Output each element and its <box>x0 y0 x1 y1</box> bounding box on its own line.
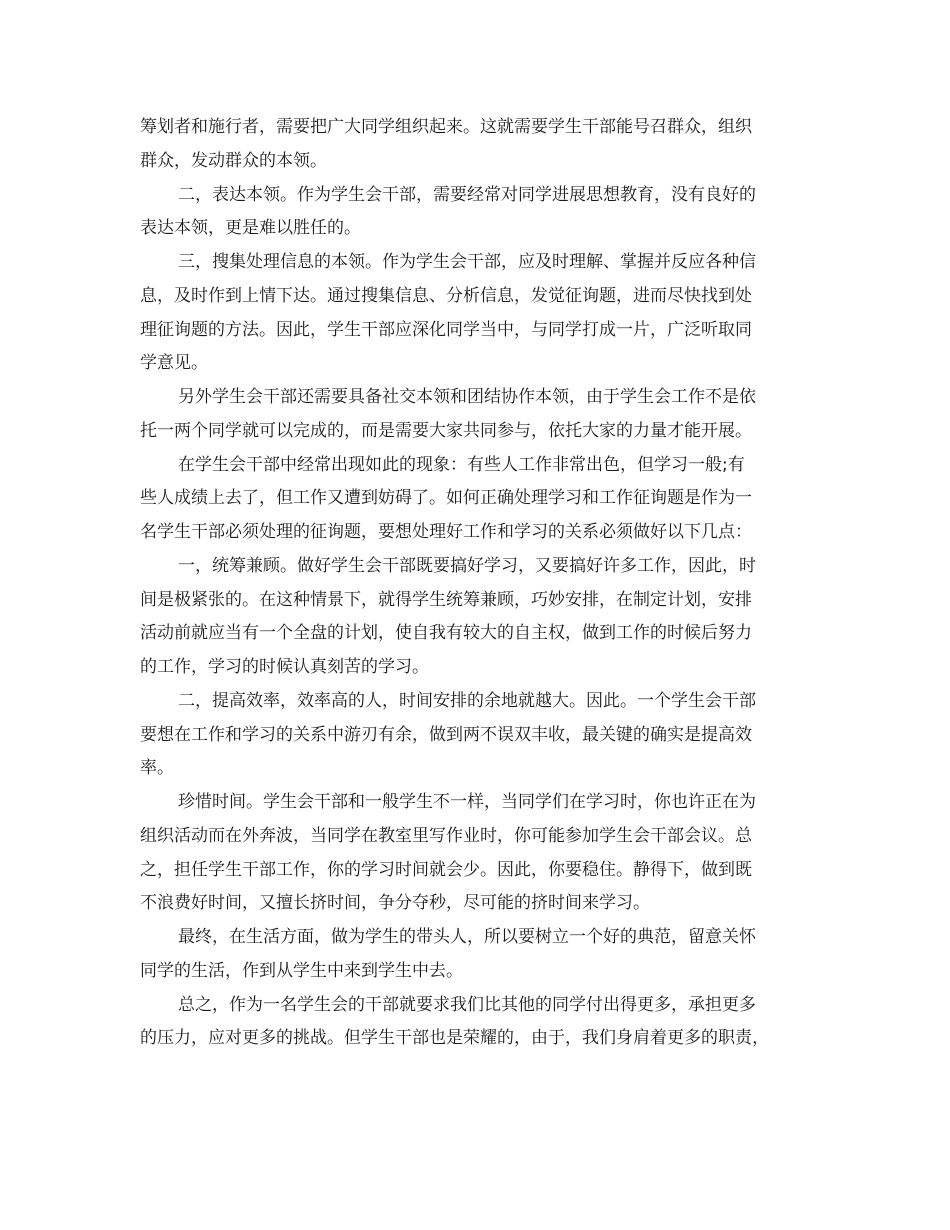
text-line: 名学生干部必须处理的征询题，要想处理好工作和学习的关系必须做好以下几点： <box>140 522 752 542</box>
text-line: 的工作，学习的时候认真刻苦的学习。 <box>140 657 429 677</box>
text-line: 同学的生活，作到从学生中来到学生中去。 <box>140 960 463 981</box>
text-line: 的压力，应对更多的挑战。但学生干部也是荣耀的，由于，我们身肩着更多的职责， <box>140 1028 769 1049</box>
document-body <box>140 111 822 1056</box>
text-line: 另外学生会干部还需要具备社交本领和团结协作本领，由于学生会工作不是依 <box>178 387 756 407</box>
text-line: 组织活动而在外奔波，当同学在教室里写作业时，你可能参加学生会干部会议。总 <box>140 825 752 846</box>
text-line: 学意见。 <box>140 353 208 374</box>
text-line: 理征询题的方法。因此，学生干部应深化同学当中，与同学打成一片，广泛听取同 <box>140 319 752 340</box>
text-line: 一，统筹兼顾。做好学生会干部既要搞好学习，又要搞好许多工作，因此，时 <box>178 555 756 576</box>
text-line: 息，及时作到上情下达。通过搜集信息、分析信息，发觉征询题，进而尽快找到处 <box>140 285 752 306</box>
text-line: 不浪费好时间，又擅长挤时间，争分夺秒，尽可能的挤时间来学习。 <box>140 893 650 914</box>
text-line: 托一两个同学就可以完成的，而是需要大家共同参与，依托大家的力量才能开展。 <box>140 420 752 441</box>
text-line: 表达本领，更是难以胜任的。 <box>140 218 361 239</box>
text-line: 之，担任学生干部工作，你的学习时间就会少。因此，你要稳住。静得下，做到既 <box>140 859 752 880</box>
text-line: 三，搜集处理信息的本领。作为学生会干部，应及时理解、掌握并反应各种信 <box>178 252 756 272</box>
text-line: 二，表达本领。作为学生会干部，需要经常对同学进展思想教育，没有良好的 <box>178 184 756 205</box>
text-line: 二，提高效率，效率高的人，时间安排的余地就越大。因此。一个学生会干部 <box>178 690 756 711</box>
text-line: 些人成绩上去了，但工作又遭到妨碍了。如何正确处理学习和工作征询题是作为一 <box>140 488 752 509</box>
text-line: 率。 <box>140 758 174 779</box>
text-line: 要想在工作和学习的关系中游刃有余，做到两不误双丰收，最关键的确实是提高效 <box>140 724 752 745</box>
text-line: 活动前就应当有一个全盘的计划，使自我有较大的自主权，做到工作的时候后努力 <box>140 623 752 644</box>
text-line: 珍惜时间。学生会干部和一般学生不一样，当同学们在学习时，你也许正在为 <box>178 792 756 812</box>
text-line: 总之，作为一名学生会的干部就要求我们比其他的同学付出得更多，承担更多 <box>178 994 756 1015</box>
text-line: 群众，发动群众的本领。 <box>140 150 327 171</box>
text-line: 筹划者和施行者，需要把广大同学组织起来。这就需要学生干部能号召群众，组织 <box>140 117 752 137</box>
text-line: 在学生会干部中经常出现如此的现象：有些人工作非常出色，但学习一般;有 <box>178 454 745 475</box>
text-line: 间是极紧张的。在这种情景下，就得学生统筹兼顾，巧妙安排，在制定计划，安排 <box>140 589 752 610</box>
text-line: 最终，在生活方面，做为学生的带头人，所以要树立一个好的典范，留意关怀 <box>178 927 756 947</box>
